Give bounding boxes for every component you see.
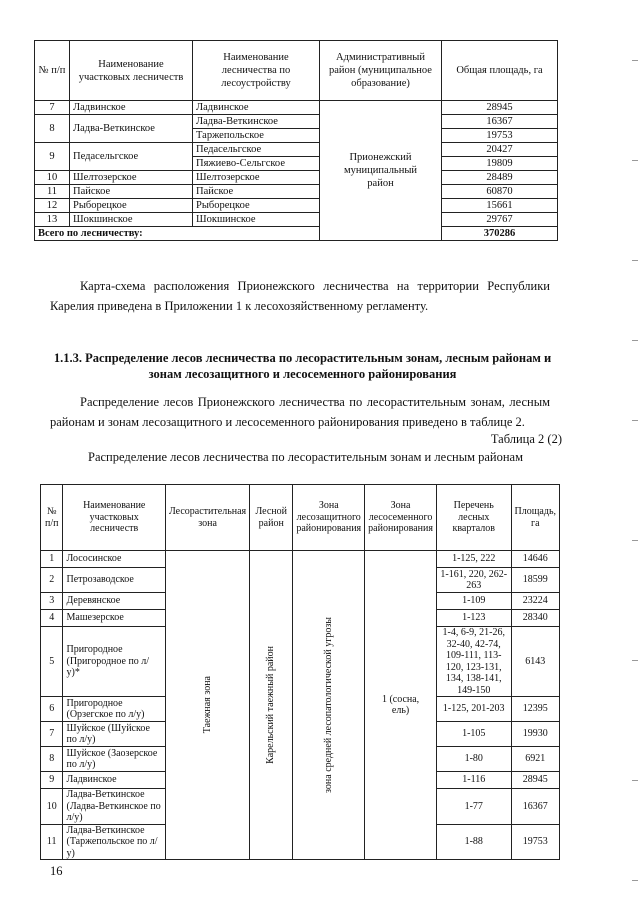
row-area: 23224 (511, 593, 560, 610)
row-quarters: 1-123 (436, 610, 511, 627)
row-name: Деревянское (63, 593, 165, 610)
row-area: 6921 (511, 747, 560, 772)
row-area: 19930 (511, 722, 560, 747)
row-area: 19809 (442, 157, 558, 171)
scan-mark (632, 780, 638, 781)
row-num: 8 (35, 115, 70, 143)
row-num: 10 (41, 789, 63, 825)
scan-mark (632, 880, 638, 881)
row-name: Пригородное (Пригородное по л/у)* (63, 627, 165, 697)
row-num: 3 (41, 593, 63, 610)
table-caption: Распределение лесов лесничества по лесорастительным зонам и лесным районам (88, 450, 524, 464)
total-label: Всего по лесничеству: (35, 227, 320, 241)
row-area: 28945 (442, 101, 558, 115)
row-name: Ладвинское (63, 772, 165, 789)
scan-mark (632, 260, 638, 261)
row-quarters: 1-161, 220, 262-263 (436, 568, 511, 593)
seed-zone-cell: 1 (сосна, ель) (365, 551, 437, 860)
col-header-seed-zone: Зона лесосеменного районирования (365, 485, 437, 551)
row-name: Шуйское (Заозерское по л/у) (63, 747, 165, 772)
table-number: Таблица 2 (2) (490, 432, 562, 446)
row-name: Шуйское (Шуйское по л/у) (63, 722, 165, 747)
col-header-district: Лесной район (250, 485, 293, 551)
row-num: 1 (41, 551, 63, 568)
row-sub: Ладва-Веткинское (193, 115, 320, 129)
scan-mark (632, 660, 638, 661)
row-area: 28945 (511, 772, 560, 789)
row-quarters: 1-109 (436, 593, 511, 610)
row-name: Ладвинское (70, 101, 193, 115)
section-heading: 1.1.3. Распределение лесов лесничества по лесорастительным зонам, лесным районам и зонам лесозащитного и лесосеменного районирования (53, 351, 552, 381)
row-num: 10 (35, 171, 70, 185)
row-name: Рыборецкое (70, 199, 193, 213)
row-area: 60870 (442, 185, 558, 199)
scan-mark (632, 160, 638, 161)
row-sub: Педасельгское (193, 143, 320, 157)
col-header-num: № п/п (35, 41, 70, 101)
row-area: 16367 (511, 789, 560, 825)
row-name: Ладва-Веткинское (Таржепольское по л/у) (63, 824, 165, 860)
row-num: 2 (41, 568, 63, 593)
row-area: 19753 (442, 129, 558, 143)
col-header-name: Наименование участковых лесничеств (63, 485, 165, 551)
row-quarters: 1-116 (436, 772, 511, 789)
col-header-admin: Административный район (муниципальное образование) (320, 41, 442, 101)
row-area: 18599 (511, 568, 560, 593)
scan-mark (632, 60, 638, 61)
row-num: 5 (41, 627, 63, 697)
forest-district-cell: Карельский таежный район (250, 551, 293, 860)
row-quarters: 1-125, 222 (436, 551, 511, 568)
forestry-area-table (34, 40, 558, 241)
col-header-zone: Лесорастительная зона (165, 485, 249, 551)
col-header-area: Площадь, га (511, 485, 560, 551)
total-value: 370286 (442, 227, 558, 241)
row-area: 12395 (511, 697, 560, 722)
row-num: 8 (41, 747, 63, 772)
row-name: Шокшинское (70, 213, 193, 227)
row-quarters: 1-125, 201-203 (436, 697, 511, 722)
protection-zone-cell: зона средней лесопатологической угрозы (293, 551, 365, 860)
row-sub: Таржепольское (193, 129, 320, 143)
row-name: Ладва-Веткинское (70, 115, 193, 143)
col-header-quarters: Перечень лесных кварталов (436, 485, 511, 551)
col-header-forestry: Наименование лесничества по лесоустройству (193, 41, 320, 101)
row-name: Ладва-Веткинское (Ладва-Веткинское по л/у) (63, 789, 165, 825)
row-sub: Шокшинское (193, 213, 320, 227)
row-num: 9 (35, 143, 70, 171)
row-area: 20427 (442, 143, 558, 157)
row-num: 7 (35, 101, 70, 115)
forest-zones-table (40, 484, 560, 860)
distribution-paragraph: Распределение лесов Прионежского лесничества по лесорастительным зонам, лесным районам и зонам лесозащитного и лесосеменного районирования приведено в таблице 2. (50, 395, 550, 429)
row-area: 28340 (511, 610, 560, 627)
col-header-num: № п/п (41, 485, 63, 551)
row-sub: Ладвинское (193, 101, 320, 115)
row-quarters: 1-77 (436, 789, 511, 825)
row-area: 6143 (511, 627, 560, 697)
row-area: 15661 (442, 199, 558, 213)
row-sub: Пяжиево-Сельгское (193, 157, 320, 171)
row-name: Петрозаводское (63, 568, 165, 593)
col-header-area: Общая площадь, га (442, 41, 558, 101)
row-area: 29767 (442, 213, 558, 227)
col-header-name: Наименование участковых лесничеств (70, 41, 193, 101)
scan-mark (632, 340, 638, 341)
page-number: 16 (50, 864, 63, 878)
row-name: Педасельгское (70, 143, 193, 171)
scan-mark (632, 420, 638, 421)
row-name: Пригородное (Орзегское по л/у) (63, 697, 165, 722)
admin-district: Прионежский муниципальный район (320, 101, 442, 241)
row-area: 16367 (442, 115, 558, 129)
row-quarters: 1-80 (436, 747, 511, 772)
col-header-protection-zone: Зона лесозащитного районирования (293, 485, 365, 551)
row-sub: Рыборецкое (193, 199, 320, 213)
row-name: Шелтозерское (70, 171, 193, 185)
row-area: 28489 (442, 171, 558, 185)
forest-zone-cell: Таежная зона (165, 551, 249, 860)
row-name: Лососинское (63, 551, 165, 568)
row-quarters: 1-105 (436, 722, 511, 747)
row-area: 19753 (511, 824, 560, 860)
row-quarters: 1-4, 6-9, 21-26, 32-40, 42-74, 109-111, 113-120, 123-131, 134, 138-141, 149-150 (436, 627, 511, 697)
row-name: Пайское (70, 185, 193, 199)
row-num: 11 (35, 185, 70, 199)
row-num: 6 (41, 697, 63, 722)
map-reference-paragraph: Карта-схема расположения Прионежского лесничества на территории Республики Карелия приведена в Приложении 1 к лесохозяйственному регламенту. (50, 279, 550, 313)
scan-mark (632, 540, 638, 541)
row-num: 4 (41, 610, 63, 627)
row-num: 7 (41, 722, 63, 747)
row-name: Машезерское (63, 610, 165, 627)
row-num: 12 (35, 199, 70, 213)
row-sub: Пайское (193, 185, 320, 199)
row-quarters: 1-88 (436, 824, 511, 860)
row-sub: Шелтозерское (193, 171, 320, 185)
row-num: 9 (41, 772, 63, 789)
row-area: 14646 (511, 551, 560, 568)
row-num: 11 (41, 824, 63, 860)
row-num: 13 (35, 213, 70, 227)
